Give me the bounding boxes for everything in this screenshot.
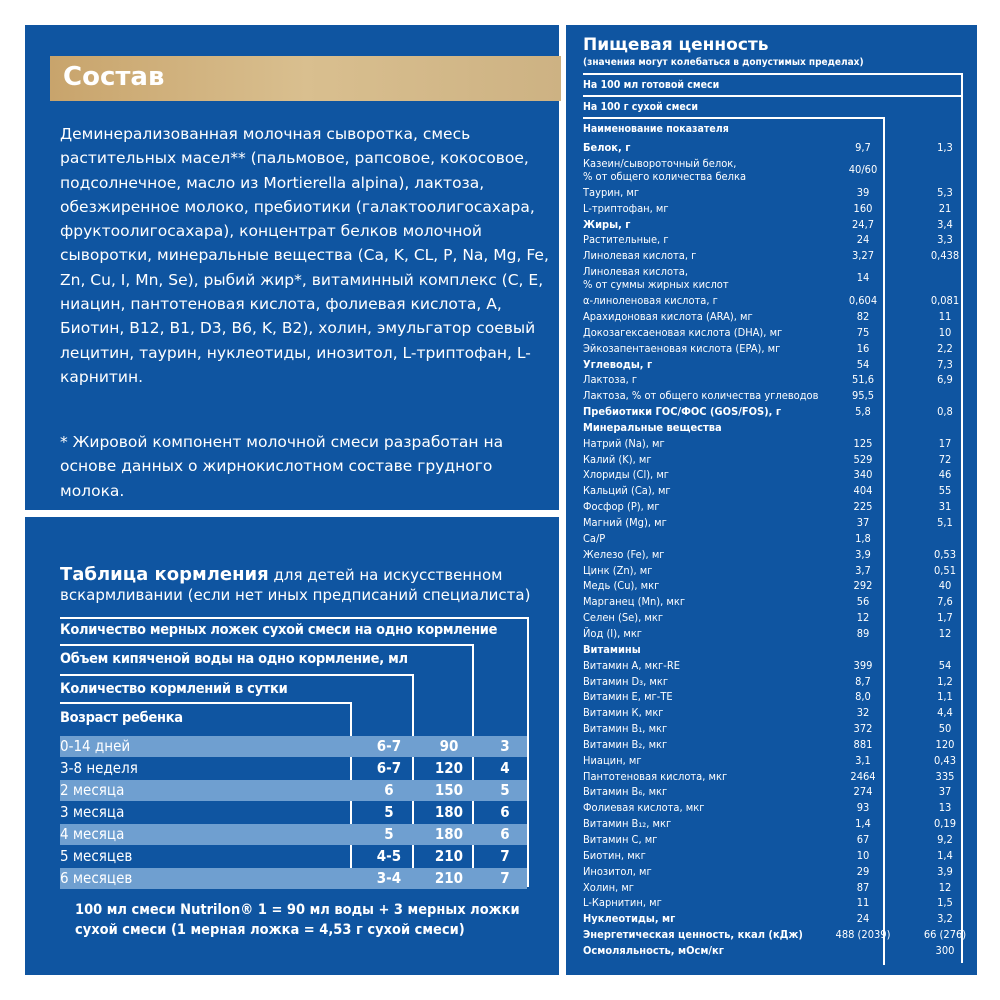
nutrition-row xyxy=(583,848,963,864)
nutrient-label: Нуклеотиды, мг xyxy=(583,912,676,926)
nutrient-label: L-триптофан, мг xyxy=(583,201,669,215)
value-per-100g: 5,1 xyxy=(937,516,953,529)
value-per-100ml: 12 xyxy=(856,611,870,625)
nutrition-row xyxy=(583,547,963,563)
feeding-age: 2 месяца xyxy=(60,781,125,799)
value-per-100ml: 51,6 xyxy=(851,373,875,387)
feeding-feeds: 3 xyxy=(500,737,510,755)
value-per-100ml: 67 xyxy=(856,833,870,846)
nutrient-label: Калий (K), мг xyxy=(583,452,652,466)
nutrition-row xyxy=(583,467,963,483)
nutrition-row xyxy=(583,499,963,515)
feeding-water: 150 xyxy=(434,781,464,799)
feeding-scoops: 5 xyxy=(384,803,394,821)
value-per-100ml: 16 xyxy=(856,341,870,355)
nutrition-row xyxy=(583,705,963,721)
nutrient-label: Биотин, мкг xyxy=(583,848,646,862)
value-per-100g: 21 xyxy=(938,201,952,215)
nutrition-row xyxy=(583,721,963,737)
nutrient-label: Витамин С, мг xyxy=(583,833,658,846)
nutrient-label: Пантотеновая кислота, мкг xyxy=(583,769,728,783)
feeding-title-block xyxy=(60,565,555,605)
value-per-100g: 0,081 xyxy=(930,294,960,308)
nutrition-row xyxy=(583,436,963,452)
feeding-row xyxy=(60,780,527,801)
feeding-row xyxy=(60,824,527,845)
feeding-panel xyxy=(25,517,559,975)
value-per-100ml: 3,7 xyxy=(855,563,871,577)
value-per-100g: 0,438 xyxy=(930,249,960,263)
value-per-100g: 0,8 xyxy=(937,405,953,419)
nutrition-row xyxy=(583,531,963,547)
nutrient-label: α-линоленовая кислота, г xyxy=(583,294,718,308)
value-per-100ml: 292 xyxy=(853,579,873,593)
value-per-100ml: 8,0 xyxy=(855,690,871,704)
nutrient-label: Инозитол, мг xyxy=(583,864,652,878)
value-per-100g: 120 xyxy=(935,737,955,751)
value-per-100g: 17 xyxy=(938,436,952,450)
divider xyxy=(583,73,961,75)
value-per-100ml: 95,5 xyxy=(851,389,875,403)
nutrition-panel xyxy=(566,25,977,975)
composition-panel xyxy=(25,25,559,510)
nutrient-label: Лактоза, г xyxy=(583,373,638,387)
nutrition-row xyxy=(583,420,963,436)
feeding-feeds: 5 xyxy=(500,781,510,799)
nutrition-row xyxy=(583,341,963,357)
nutrition-row xyxy=(583,452,963,468)
value-per-100ml: 39 xyxy=(856,185,870,199)
feeding-feeds: 4 xyxy=(500,759,510,777)
feeding-water: 180 xyxy=(434,825,464,843)
nutrition-row xyxy=(583,232,963,248)
value-per-100g: 5,3 xyxy=(937,185,953,199)
nutrition-row xyxy=(583,737,963,753)
feeding-water: 210 xyxy=(434,869,464,887)
nutrient-label: Ca/P xyxy=(583,531,606,545)
col1-header: На 100 мл готовой смеси xyxy=(583,79,720,91)
value-per-100g: 1,7 xyxy=(937,611,953,625)
nutrient-label: Хлориды (Cl), мг xyxy=(583,468,670,482)
nutrient-label: Эйкозапентаеновая кислота (EPA), мг xyxy=(583,341,781,355)
value-per-100ml: 274 xyxy=(853,785,873,799)
nutrition-row xyxy=(583,895,963,911)
nutrient-label: Витамин А, мкг-RE xyxy=(583,658,680,672)
nutrient-label: Цинк (Zn), мг xyxy=(583,563,653,577)
nutrition-subtitle: (значения могут колебаться в допустимых пределах) xyxy=(583,57,864,68)
nutrient-label: Лактоза, % от общего количества углеводов xyxy=(583,389,819,403)
value-per-100ml: 881 xyxy=(853,737,873,751)
name-header: Наименование показателя xyxy=(583,123,729,135)
divider xyxy=(60,674,412,676)
value-per-100g: 55 xyxy=(938,484,952,498)
nutrient-label: Арахидоновая кислота (ARA), мг xyxy=(583,309,753,323)
nutrition-row xyxy=(583,943,963,959)
nutrient-label: Марганец (Mn), мкг xyxy=(583,595,686,609)
feeding-age: 3 месяца xyxy=(60,803,125,821)
value-per-100ml: 488 (2039) xyxy=(835,928,891,942)
feeding-feeds: 7 xyxy=(500,847,510,865)
value-per-100ml: 372 xyxy=(853,722,873,736)
nutrient-label: Витамин Е, мг-ТЕ xyxy=(583,690,673,704)
value-per-100g: 1,3 xyxy=(937,141,953,154)
nutrient-label: Растительные, г xyxy=(583,233,669,247)
value-per-100ml: 5,8 xyxy=(855,405,871,419)
composition-title-bar xyxy=(50,56,561,101)
value-per-100ml: 87 xyxy=(856,880,870,894)
value-per-100g: 4,4 xyxy=(937,706,953,720)
feeding-row xyxy=(60,868,527,889)
feeding-age: 0-14 дней xyxy=(60,737,131,755)
value-per-100g: 3,4 xyxy=(937,217,953,231)
value-per-100g: 0,51 xyxy=(933,563,957,577)
value-per-100ml: 11 xyxy=(856,896,870,910)
feeding-water: 120 xyxy=(434,759,464,777)
feeding-row xyxy=(60,758,527,779)
nutrition-row xyxy=(583,388,963,404)
feeding-scoops: 6-7 xyxy=(376,737,402,755)
nutrient-label: Линолевая кислота, г xyxy=(583,249,697,263)
feeding-row xyxy=(60,846,527,867)
value-per-100ml: 0,604 xyxy=(848,294,878,308)
value-per-100ml: 24,7 xyxy=(851,217,875,231)
nutrient-label: Жиры, г xyxy=(583,217,631,231)
value-per-100g: 12 xyxy=(938,626,952,640)
nutrient-label: Витамин В₆, мкг xyxy=(583,785,668,799)
feeding-scoops: 6 xyxy=(384,781,394,799)
nutrition-title: Пищевая ценность xyxy=(583,35,769,55)
feeding-scoops: 5 xyxy=(384,825,394,843)
nutrition-row xyxy=(583,217,963,233)
composition-title: Состав xyxy=(63,62,165,92)
nutrient-label: Углеводы, г xyxy=(583,357,653,371)
nutrition-row xyxy=(583,372,963,388)
value-per-100ml: 75 xyxy=(856,325,870,339)
value-per-100ml: 10 xyxy=(856,848,870,862)
nutrition-row xyxy=(583,594,963,610)
nutrient-label: Ниацин, мг xyxy=(583,753,642,767)
value-per-100g: 0,43 xyxy=(933,753,957,767)
feeding-scoops: 4-5 xyxy=(376,847,402,865)
nutrition-row xyxy=(583,864,963,880)
nutrient-label: L-Карнитин, мг xyxy=(583,896,662,910)
nutrition-row xyxy=(583,578,963,594)
value-per-100ml: 125 xyxy=(853,436,873,450)
value-per-100ml: 340 xyxy=(853,468,873,482)
nutrient-label: Железо (Fe), мг xyxy=(583,547,665,561)
nutrition-row xyxy=(583,816,963,832)
header-age: Возраст ребенка xyxy=(60,710,183,726)
nutrient-label: Энергетическая ценность, ккал (кДж) xyxy=(583,928,803,942)
nutrition-row xyxy=(583,832,963,848)
feeding-age: 3-8 неделя xyxy=(60,759,138,777)
value-per-100g: 0,53 xyxy=(933,547,957,561)
value-per-100ml: 1,4 xyxy=(855,817,871,831)
feeding-row xyxy=(60,736,527,757)
nutrition-row xyxy=(583,880,963,896)
value-per-100g: 1,2 xyxy=(937,674,953,688)
nutrition-row xyxy=(583,610,963,626)
nutrient-label: Минеральные вещества xyxy=(583,420,722,434)
feeding-feeds: 6 xyxy=(500,803,510,821)
nutrient-label: Пребиотики ГОС/ФОС (GOS/FOS), г xyxy=(583,405,782,419)
value-per-100ml: 399 xyxy=(853,658,873,672)
feeding-row xyxy=(60,802,527,823)
nutrient-label: Йод (I), мкг xyxy=(583,626,643,640)
nutrient-label: Белок, г xyxy=(583,141,631,154)
value-per-100ml: 24 xyxy=(856,233,870,247)
feeding-footnote: 100 мл смеси Nutrilon® 1 = 90 мл воды + 3 мерных ложки сухой смеси (1 мерная ложка = 4,53 г сухой смеси) xyxy=(75,902,520,938)
value-per-100g: 0,19 xyxy=(933,817,957,831)
nutrition-row xyxy=(583,185,963,201)
nutrient-label: Фолиевая кислота, мкг xyxy=(583,801,705,815)
header-feeds: Количество кормлений в сутки xyxy=(60,681,288,697)
nutrition-row xyxy=(583,309,963,325)
nutrition-row xyxy=(583,563,963,579)
divider xyxy=(60,702,350,704)
nutrition-row xyxy=(583,357,963,373)
value-per-100ml: 3,9 xyxy=(855,547,871,561)
value-per-100g: 300 xyxy=(935,943,955,957)
nutrition-row xyxy=(583,658,963,674)
value-per-100g: 1,4 xyxy=(937,848,953,862)
feeding-title: Таблица кормления xyxy=(60,564,269,585)
value-per-100g: 11 xyxy=(938,309,952,323)
value-per-100g: 13 xyxy=(938,801,952,815)
value-per-100g: 3,2 xyxy=(937,912,953,926)
value-per-100ml: 8,7 xyxy=(855,674,871,688)
value-per-100g: 3,3 xyxy=(937,233,953,247)
nutrient-label: Кальций (Ca), мг xyxy=(583,484,671,498)
value-per-100g: 12 xyxy=(938,880,952,894)
nutrition-row xyxy=(583,800,963,816)
nutrition-row xyxy=(583,293,963,309)
nutrient-label: Витамин В₂, мкг xyxy=(583,737,668,751)
nutrient-label: Холин, мг xyxy=(583,880,635,894)
value-per-100ml: 40/60 xyxy=(848,162,878,176)
nutrient-label: Витамин В₁₂, мкг xyxy=(583,817,672,831)
nutrient-label: Витамин К, мкг xyxy=(583,706,664,720)
feeding-scoops: 6-7 xyxy=(376,759,402,777)
value-per-100ml: 14 xyxy=(856,271,870,285)
value-per-100g: 1,1 xyxy=(937,690,953,704)
divider xyxy=(60,617,527,619)
value-per-100g: 2,2 xyxy=(937,341,953,355)
value-per-100ml: 3,1 xyxy=(855,753,871,767)
nutrition-row xyxy=(583,626,963,642)
nutrient-label: Линолевая кислота, % от суммы жирных кислот xyxy=(583,265,729,292)
divider xyxy=(583,117,883,119)
value-per-100ml: 54 xyxy=(856,357,870,371)
value-per-100ml: 93 xyxy=(856,801,870,815)
value-per-100g: 54 xyxy=(938,658,952,672)
nutrient-label: Витамин D₃, мкг xyxy=(583,674,669,688)
nutrition-row xyxy=(583,753,963,769)
value-per-100ml: 24 xyxy=(856,912,870,926)
divider xyxy=(583,95,961,97)
composition-note: * Жировой компонент молочной смеси разработан на основе данных о жирнокислотном составе грудного молока. xyxy=(60,433,504,500)
nutrition-row xyxy=(583,140,963,156)
value-per-100g: 37 xyxy=(938,785,952,799)
nutrition-row xyxy=(583,248,963,264)
nutrition-row xyxy=(583,404,963,420)
value-per-100g: 46 xyxy=(938,468,952,482)
feeding-water: 180 xyxy=(434,803,464,821)
nutrient-label: Фосфор (P), мг xyxy=(583,500,660,514)
value-per-100g: 3,9 xyxy=(937,864,953,878)
nutrition-row xyxy=(583,483,963,499)
value-per-100ml: 89 xyxy=(856,626,870,640)
nutrition-row xyxy=(583,515,963,531)
col2-header: На 100 г сухой смеси xyxy=(583,101,698,113)
nutrient-label: Докозагексаеновая кислота (DHA), мг xyxy=(583,325,783,339)
nutrient-label: Магний (Mg), мг xyxy=(583,516,667,529)
value-per-100ml: 160 xyxy=(853,201,873,215)
value-per-100g: 10 xyxy=(938,325,952,339)
feeding-age: 4 месяца xyxy=(60,825,125,843)
value-per-100ml: 2464 xyxy=(850,769,876,783)
value-per-100g: 7,3 xyxy=(937,357,953,371)
value-per-100ml: 56 xyxy=(856,595,870,609)
nutrient-label: Витамин В₁, мкг xyxy=(583,722,668,736)
value-per-100ml: 3,27 xyxy=(851,249,875,263)
header-scoops: Количество мерных ложек сухой смеси на одно кормление xyxy=(60,622,498,638)
feeding-water: 210 xyxy=(434,847,464,865)
value-per-100g: 50 xyxy=(938,722,952,736)
value-per-100ml: 32 xyxy=(856,706,870,720)
value-per-100ml: 404 xyxy=(853,484,873,498)
nutrition-row xyxy=(583,156,963,184)
nutrition-row xyxy=(583,927,967,943)
nutrient-label: Казеин/сывороточный белок, % от общего количества белка xyxy=(583,156,747,183)
value-per-100g: 40 xyxy=(938,579,952,593)
nutrition-row xyxy=(583,674,963,690)
value-per-100ml: 29 xyxy=(856,864,870,878)
feeding-feeds: 7 xyxy=(500,869,510,887)
nutrition-row xyxy=(583,784,963,800)
nutrient-label: Витамины xyxy=(583,642,641,656)
value-per-100ml: 1,8 xyxy=(855,531,871,545)
value-per-100ml: 225 xyxy=(853,500,873,514)
nutrient-label: Таурин, мг xyxy=(583,185,640,199)
value-per-100g: 31 xyxy=(938,500,952,514)
nutrition-row xyxy=(583,689,963,705)
nutrient-label: Натрий (Na), мг xyxy=(583,436,665,450)
nutrition-row xyxy=(583,201,963,217)
value-per-100g: 9,2 xyxy=(937,833,953,846)
feeding-feeds: 6 xyxy=(500,825,510,843)
value-per-100g: 66 (276) xyxy=(923,928,967,942)
nutrient-label: Медь (Cu), мкг xyxy=(583,579,660,593)
nutrition-row xyxy=(583,642,963,658)
nutrient-label: Осмоляльность, мОсм/кг xyxy=(583,943,724,957)
value-per-100g: 7,6 xyxy=(937,595,953,609)
nutrition-row xyxy=(583,911,963,927)
feeding-age: 5 месяцев xyxy=(60,847,133,865)
value-per-100g: 6,9 xyxy=(937,373,953,387)
header-water: Объем кипяченой воды на одно кормление, мл xyxy=(60,651,408,667)
nutrition-row xyxy=(583,264,963,292)
feeding-scoops: 3-4 xyxy=(376,869,402,887)
divider xyxy=(60,644,472,646)
nutrition-row xyxy=(583,769,963,785)
value-per-100g: 1,5 xyxy=(937,896,953,910)
composition-text: Деминерализованная молочная сыворотка, смесь растительных масел** (пальмовое, рапсовое, кокосовое, подсолнечное, масло из Mortierella alpina), лактоза, обезжиренное молоко, пребиотики (галактоолигосахара, фруктоолигосахара), концентрат белков молочной сыворотки, минеральные вещества (Ca, K, CL, P, Na, Mg, Fe, Zn, Cu, I, Mn, Se), рыбий жир*, витаминный комплекс (С, E, ниацин, пантотеновая кислота, фолиевая кислота, А, Биотин, В12, В1, D3, В6, K, В2), холин, эмульгатор соевый лецитин, таурин, нуклеотиды, инозитол, L-триптофан, L-карнитин. xyxy=(60,125,549,386)
feeding-water: 90 xyxy=(439,737,459,755)
value-per-100ml: 9,7 xyxy=(855,141,871,154)
feeding-subtitle: для детей на искусственном вскармливании (если нет иных предписаний специалиста) xyxy=(60,566,531,604)
value-per-100g: 335 xyxy=(935,769,955,783)
feeding-age: 6 месяцев xyxy=(60,869,133,887)
value-per-100ml: 82 xyxy=(856,309,870,323)
nutrient-label: Селен (Se), мкг xyxy=(583,611,664,625)
nutrition-row xyxy=(583,325,963,341)
value-per-100ml: 529 xyxy=(853,452,873,466)
value-per-100g: 72 xyxy=(938,452,952,466)
value-per-100ml: 37 xyxy=(856,516,870,529)
col-line xyxy=(527,617,529,887)
